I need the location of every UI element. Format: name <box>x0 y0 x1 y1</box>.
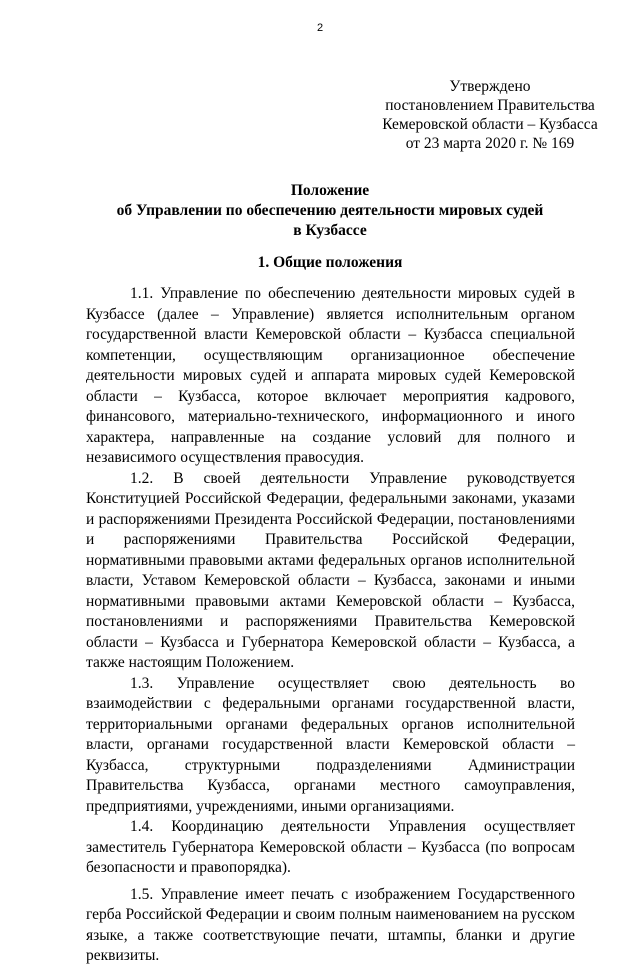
title-line-3: в Кузбассе <box>293 222 367 239</box>
approval-line-approved: Утверждено <box>449 78 531 95</box>
title-line-2: об Управлении по обеспечению деятельности мировых судей <box>116 202 544 219</box>
paragraph-1-1: 1.1. Управление по обеспечению деятельности мировых судей в Кузбассе (далее – Управление) является исполнительным органом государственной власти Кемеровской области – Кузбасса специальной компетенции, осуществляющим организационное обеспечение деятельности мировых судей и аппарата мировых судей Кемеровской области – Кузбасса, которое включает мероприятия кадрового, финансового, материально-технического, информационного и иного характера, направленные на создание условий для полного и независимого осуществления правосудия. <box>86 285 575 466</box>
section-heading: 1. Общие положения <box>257 254 403 271</box>
approval-line-date: от 23 марта 2020 г. № 169 <box>405 135 575 152</box>
paragraph-1-2: 1.2. В своей деятельности Управление руководствуется Конституцией Российской Федерации, федеральными законами, указами и распоряжениями Президента Российской Федерации, постановлениями и распоряжениями Правительства Российской Федерации, нормативными правовыми актами федеральных органов исполнительной власти, Уставом Кемеровской области – Кузбасса, законами и иными нормативными правовыми актами Кемеровской области – Кузбасса, постановлениями и распоряжениями Правительства Кемеровской области – Кузбасса и Губернатора Кемеровской области – Кузбасса, а также настоящим Положением. <box>86 469 575 671</box>
approval-line-resolution: постановлением Правительства <box>385 97 595 114</box>
page-number: 2 <box>316 22 324 34</box>
approval-stamp <box>355 77 625 153</box>
approval-line-region: Кемеровской области – Кузбасса <box>382 116 598 133</box>
section-body <box>86 284 575 967</box>
document-title <box>80 181 580 241</box>
title-line-1: Положение <box>290 182 370 199</box>
paragraph-1-3: 1.3. Управление осуществляет свою деятельность во взаимодействии с федеральными органами государственной власти, территориальными органами федеральных органов исполнительной власти, органами государственной власти Кемеровской области – Кузбасса, структурными подразделениями Администрации Правительства Кузбасса, органами местного самоуправления, предприятиями, учреждениями, иными организациями. <box>86 674 575 815</box>
paragraph-1-5: 1.5. Управление имеет печать с изображением Государственного герба Российской Федерации и своим полным наименованием на русском языке, а также соответствующие печати, штампы, бланки и другие реквизиты. <box>86 885 575 964</box>
paragraph-1-4: 1.4. Координацию деятельности Управления осуществляет заместитель Губернатора Кемеровской области – Кузбасса (по вопросам безопасности и правопорядка). <box>86 818 575 876</box>
